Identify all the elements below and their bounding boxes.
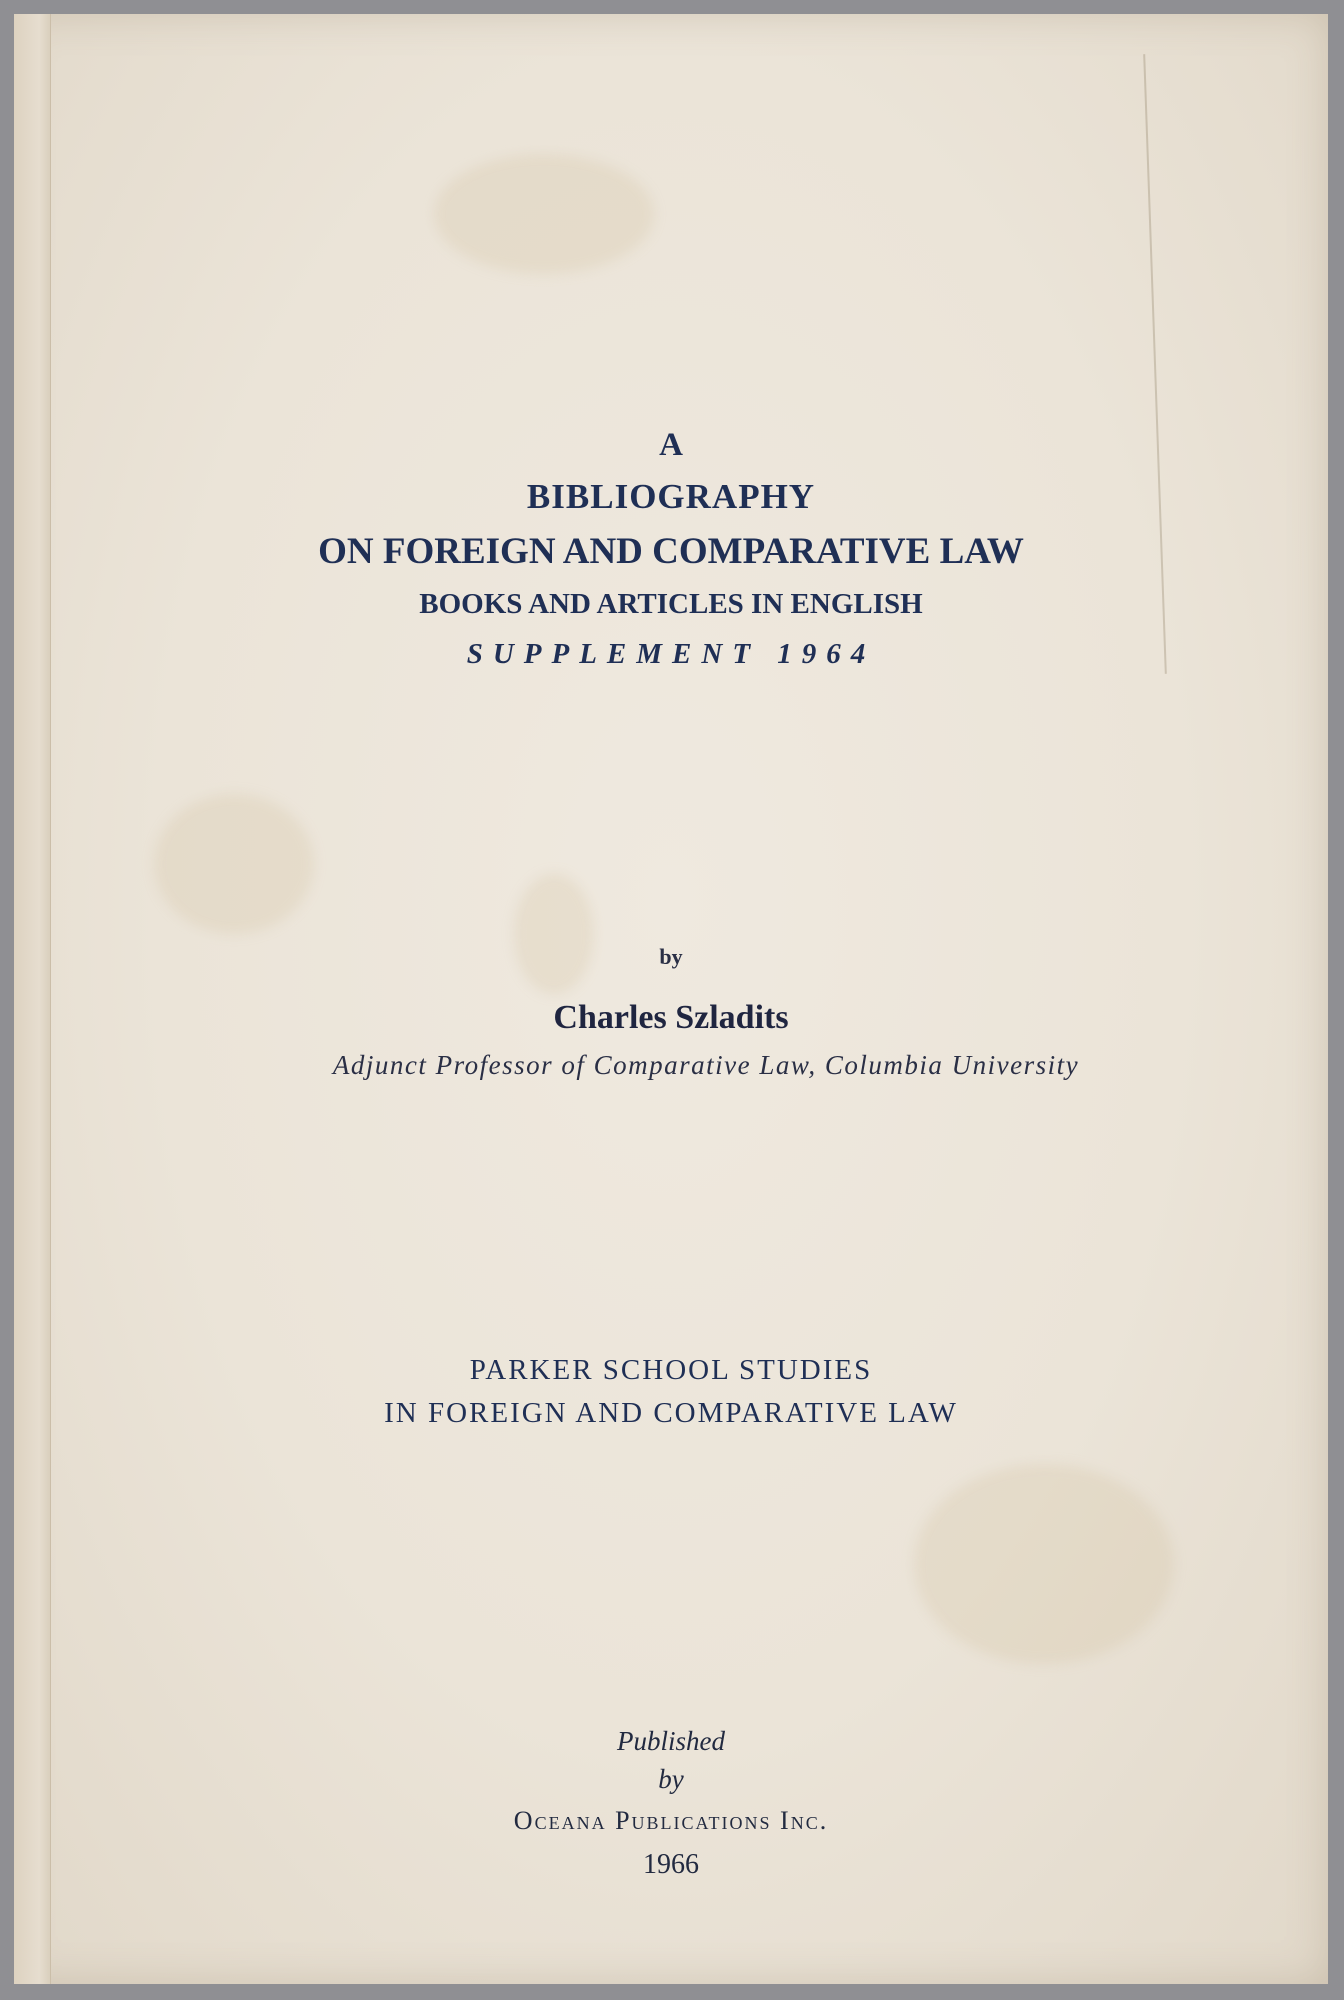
- by-label: by: [659, 944, 683, 969]
- author-affiliation: Adjunct Professor of Comparative Law, Columbia University: [332, 1050, 1080, 1080]
- series-line-2: IN FOREIGN AND COMPARATIVE LAW: [384, 1397, 958, 1429]
- supplement-line: SUPPLEMENT 1964: [466, 638, 876, 670]
- title-article: A: [659, 427, 683, 463]
- author-name: Charles Szladits: [553, 999, 789, 1036]
- published-label: Published: [617, 1726, 725, 1756]
- book-cover: [14, 14, 1328, 1984]
- published-by-label: by: [658, 1764, 684, 1794]
- paper-stain: [514, 874, 594, 994]
- publication-year: 1966: [643, 1849, 699, 1880]
- publisher-name: Oceana Publications Inc.: [513, 1806, 829, 1835]
- paper-stain: [434, 154, 654, 274]
- subtitle: BOOKS AND ARTICLES IN ENGLISH: [419, 588, 923, 620]
- paper-crease: [1143, 54, 1167, 674]
- series-line-1: PARKER SCHOOL STUDIES: [469, 1354, 873, 1386]
- title-subject: ON FOREIGN AND COMPARATIVE LAW: [318, 531, 1024, 572]
- paper-stain: [914, 1464, 1174, 1664]
- paper-stain: [154, 794, 314, 934]
- title-main: BIBLIOGRAPHY: [526, 477, 816, 516]
